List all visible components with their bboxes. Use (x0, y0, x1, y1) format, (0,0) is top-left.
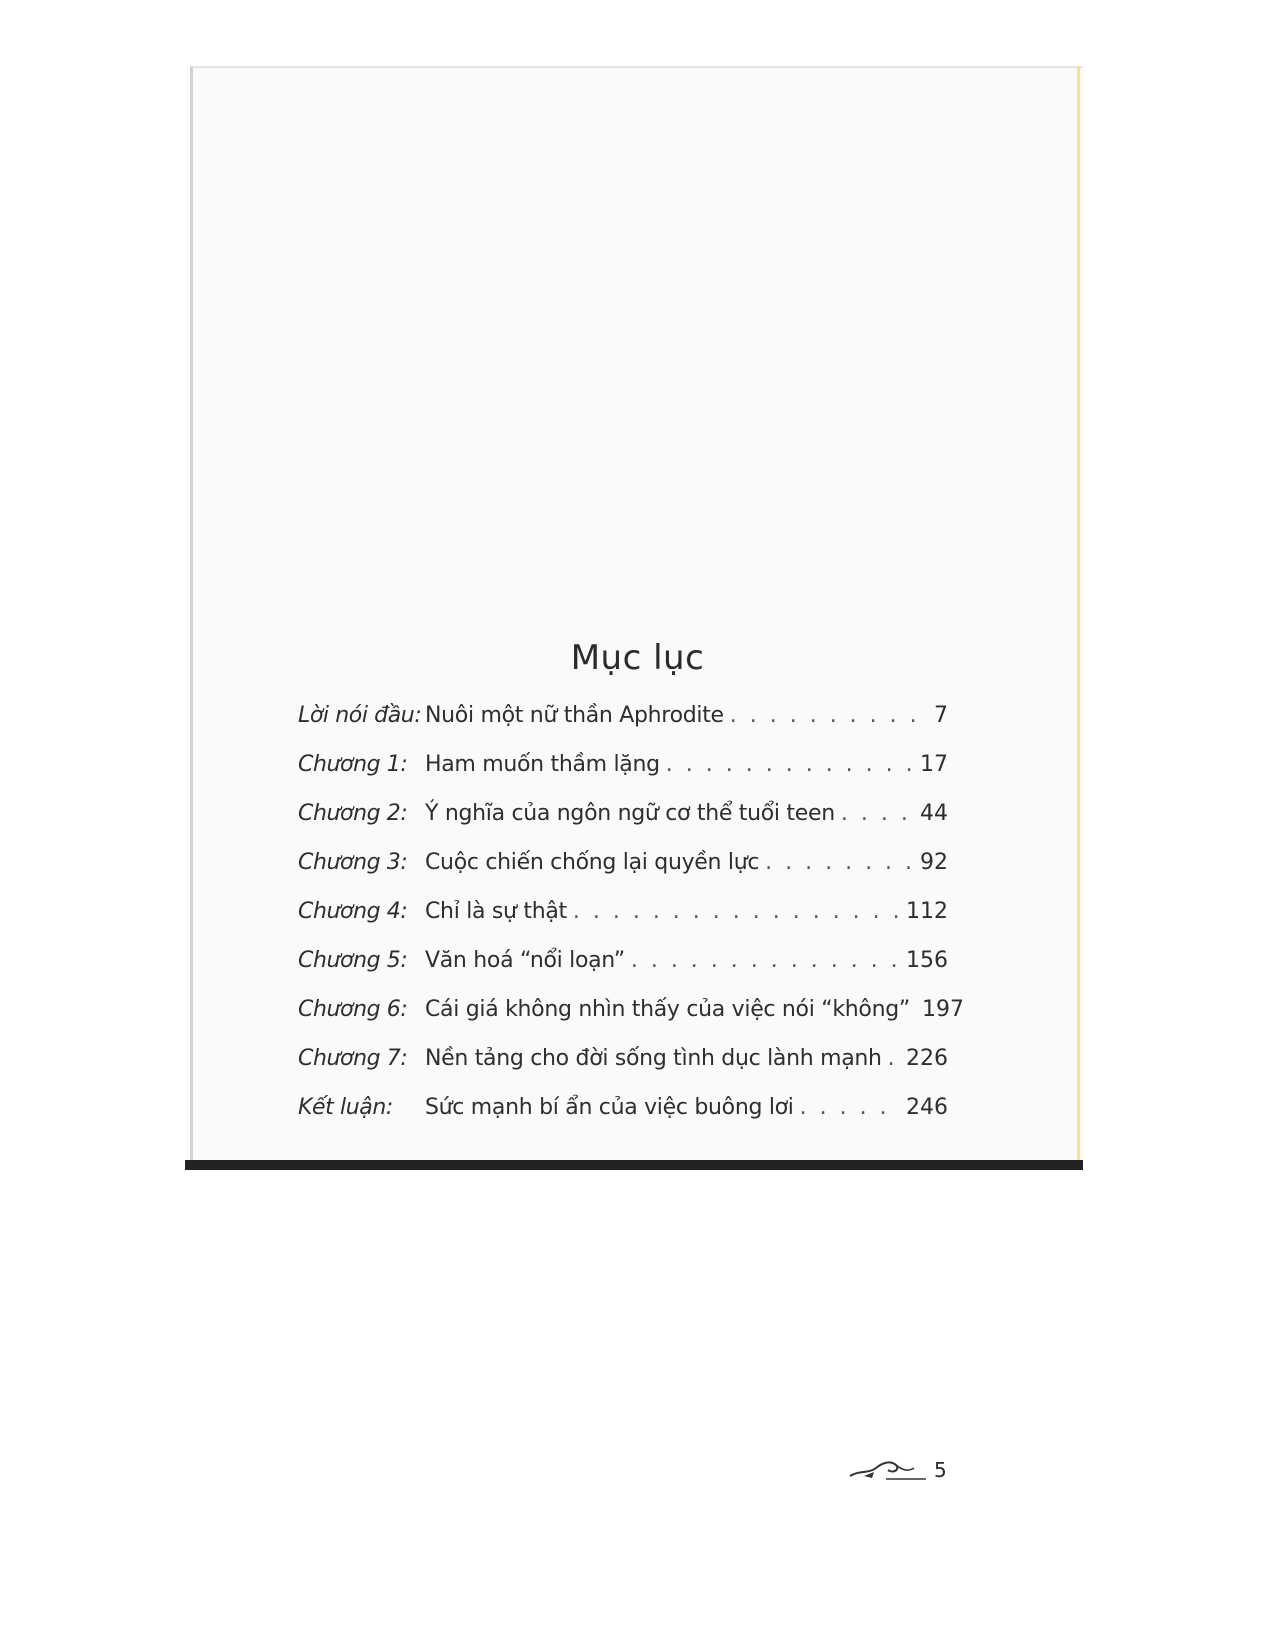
toc-entry-heading: Sức mạnh bí ẩn của việc buông lơi (425, 1095, 794, 1120)
toc-entry-page: 17 (920, 752, 948, 777)
toc-entry (298, 948, 948, 997)
page-number: 5 (934, 1458, 947, 1482)
toc-entry-label: Chương 3: (298, 850, 408, 875)
page-footer (846, 1456, 947, 1480)
toc-entry-label: Chương 4: (298, 899, 408, 924)
toc-entry-heading: Nuôi một nữ thần Aphrodite (425, 703, 724, 728)
toc-entry-heading: Ham muốn thầm lặng (425, 752, 660, 777)
toc-entry-label: Chương 2: (298, 801, 408, 826)
page-edge-right (1077, 66, 1080, 1164)
toc-entry-heading: Cuộc chiến chống lại quyền lực (425, 850, 760, 875)
dot-leader (730, 703, 918, 728)
toc-entry-label: Chương 7: (298, 1046, 408, 1071)
page-title: Mục lục (570, 638, 705, 678)
toc-entry-page: 246 (906, 1095, 948, 1120)
toc-entry-heading: Ý nghĩa của ngôn ngữ cơ thể tuổi teen (425, 801, 835, 826)
swirl-ornament-icon (846, 1456, 926, 1480)
toc-entry-page: 226 (906, 1046, 948, 1071)
toc-entry-heading: Chỉ là sự thật (425, 899, 567, 924)
toc-entry-heading: Nền tảng cho đời sống tình dục lành mạnh (425, 1046, 882, 1071)
dot-leader (800, 1095, 900, 1120)
toc-entry (298, 1046, 948, 1095)
toc-entry (298, 899, 948, 948)
toc-entry-page: 92 (920, 850, 948, 875)
table-of-contents (298, 703, 964, 1144)
toc-entry-page: 156 (906, 948, 948, 973)
toc-entry-label: Chương 6: (298, 997, 408, 1022)
toc-entry-page: 7 (934, 703, 948, 728)
toc-entry-page: 112 (906, 899, 948, 924)
toc-entry-label: Chương 1: (298, 752, 408, 777)
toc-entry-page: 44 (920, 801, 948, 826)
toc-entry-label: Kết luận: (298, 1095, 393, 1120)
toc-entry (298, 703, 948, 752)
page-edge-bottom (185, 1160, 1083, 1170)
toc-entry-label: Lời nói đầu: (298, 703, 422, 728)
toc-entry-label: Chương 5: (298, 948, 408, 973)
toc-entry (298, 1095, 948, 1144)
toc-entry (298, 997, 964, 1046)
dot-leader (666, 752, 914, 777)
dot-leader (841, 801, 914, 826)
toc-entry-heading: Văn hoá “nổi loạn” (425, 948, 625, 973)
toc-entry-heading: Cái giá không nhìn thấy của việc nói “không” (425, 997, 910, 1022)
toc-entry-page: 197 (921, 997, 964, 1022)
toc-entry (298, 752, 948, 801)
toc-entry (298, 801, 948, 850)
dot-leader (573, 899, 900, 924)
dot-leader (765, 850, 914, 875)
dot-leader (631, 948, 900, 973)
toc-entry (298, 850, 948, 899)
dot-leader (888, 1046, 900, 1071)
